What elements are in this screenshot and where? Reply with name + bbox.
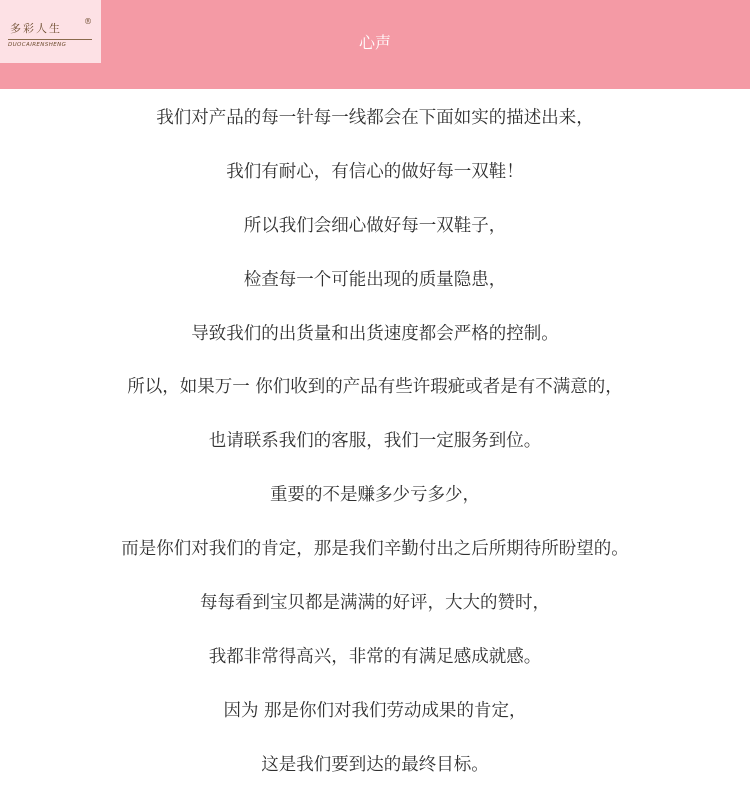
logo-english-name: DUOCAIRENSHENG [8,42,67,48]
message-line: 我们有耐心，有信心的做好每一双鞋！ [226,161,524,182]
message-line: 这是我们要到达的最终目标。 [261,754,489,775]
message-line: 因为 那是你们对我们劳动成果的肯定， [223,700,527,721]
message-line: 重要的不是赚多少亏多少， [270,485,480,506]
message-line: 每每看到宝贝都是满满的好评，大大的赞时， [200,593,550,614]
page-title: 心声 [358,33,391,52]
message-line: 导致我们的出货量和出货速度都会严格的控制。 [191,323,559,344]
message-line: 所以我们会细心做好每一双鞋子， [243,215,507,236]
message-body [0,98,750,799]
message-line: 检查每一个可能出现的质量隐患， [243,269,507,290]
message-line: 我们对产品的每一针每一线都会在下面如实的描述出来， [156,108,594,128]
logo-chinese-name: 多彩人生 [10,22,62,35]
registered-mark: ® [84,17,92,26]
message-line: 所以，如果万一 你们收到的产品有些许瑕疵或者是有不满意的， [127,377,623,398]
header-banner [0,0,750,89]
message-line: 而是你们对我们的肯定，那是我们辛勤付出之后所期待所盼望的。 [121,539,629,560]
message-line: 我都非常得高兴，非常的有满足感成就感。 [208,646,542,667]
message-line: 也请联系我们的客服，我们一定服务到位。 [208,431,542,452]
